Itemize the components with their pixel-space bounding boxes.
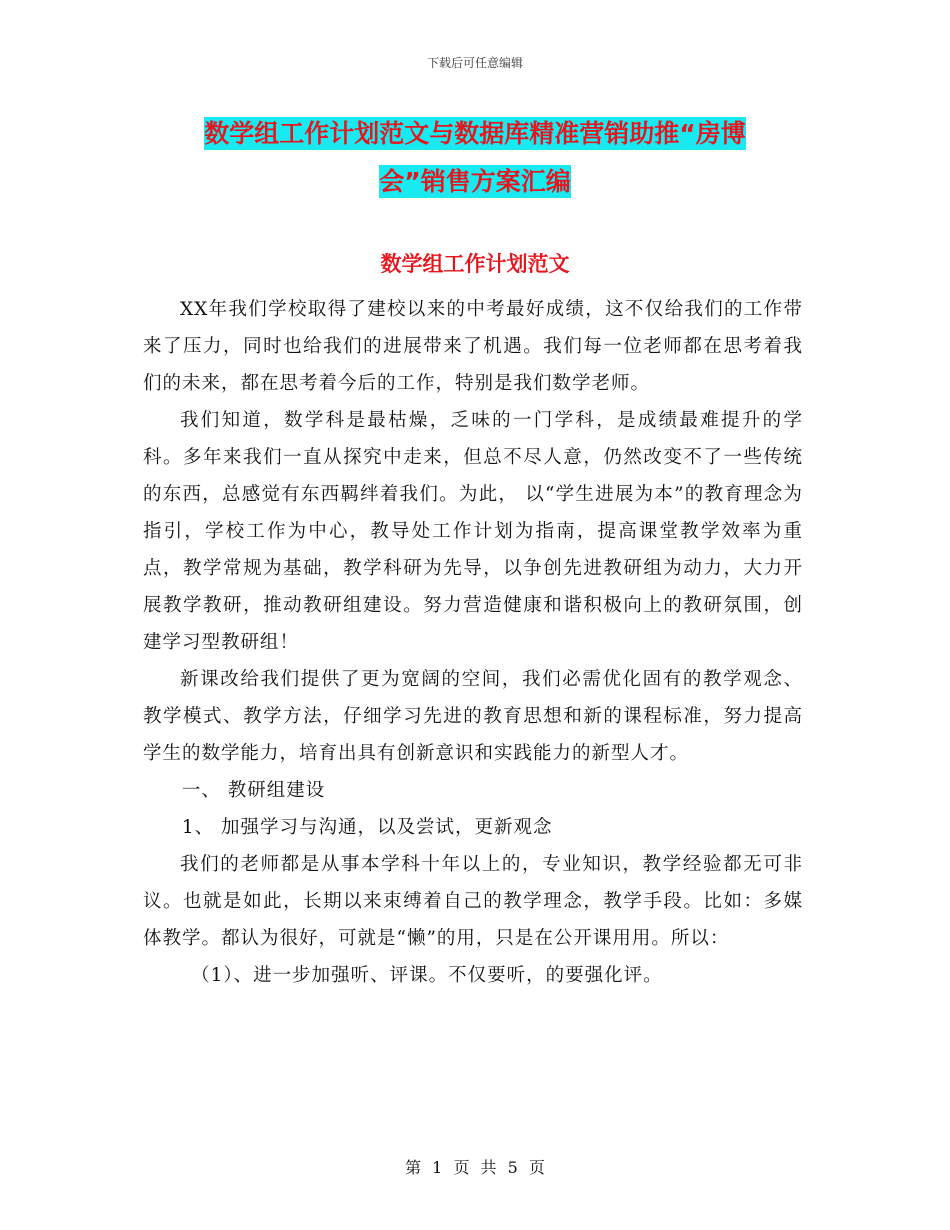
document-title <box>0 110 950 206</box>
document-title-line-1: 数学组工作计划范文与数据库精准营销助推“房博 <box>204 119 746 148</box>
page-footer-number: 第 1 页 共 5 页 <box>405 1158 545 1177</box>
paragraph-teachers: 我们的老师都是从事本学科十年以上的，专业知识，教学经验都无可非议。也就是如此，长期以来束缚着自己的教学理念，教学手段。比如：多媒体教学。都认为很好，可就是“懒”的用，只是在公开课用用。所以： <box>143 854 803 949</box>
document-title-line-2: 会”销售方案汇编 <box>379 167 571 196</box>
heading-team-building: 一、 教研组建设 <box>181 780 326 801</box>
list-item-lesson-review: （1）、进一步加强听、评课。不仅要听，的要强化评。 <box>191 965 663 986</box>
section-title: 数学组工作计划范文 <box>380 252 570 276</box>
page-header-note: 下载后可任意编辑 <box>426 56 523 70</box>
paragraph-subject: 我们知道，数学科是最枯燥，乏味的一门学科，是成绩最难提升的学科。多年来我们一直从探究中走来，但总不尽人意，仍然改变不了一些传统的东西，总感觉有东西羁绊着我们。为此， 以“学生进展为本”的教育理念为指引，学校工作为中心，教导处工作计划为指南，提高课堂教学效率为重点，教学常规为基础，教学科研为先导，以争创先进教研组为动力，大力开展教学教研，推动教研组建设。努力营造健康和谐积极向上的教研氛围，创建学习型教研组！ <box>143 410 803 653</box>
document-body <box>143 291 803 994</box>
subheading-learning-communication: 1、 加强学习与沟通，以及尝试，更新观念 <box>181 817 553 838</box>
paragraph-intro: XX年我们学校取得了建校以来的中考最好成绩，这不仅给我们的工作带来了压力，同时也给我们的进展带来了机遇。我们每一位老师都在思考着我们的未来，都在思考着今后的工作，特别是我们数学老师。 <box>143 299 803 394</box>
paragraph-curriculum-reform: 新课改给我们提供了更为宽阔的空间，我们必需优化固有的教学观念、教学模式、教学方法，仔细学习先进的教育思想和新的课程标准，努力提高学生的数学能力，培育出具有创新意识和实践能力的新型人才。 <box>143 669 803 764</box>
